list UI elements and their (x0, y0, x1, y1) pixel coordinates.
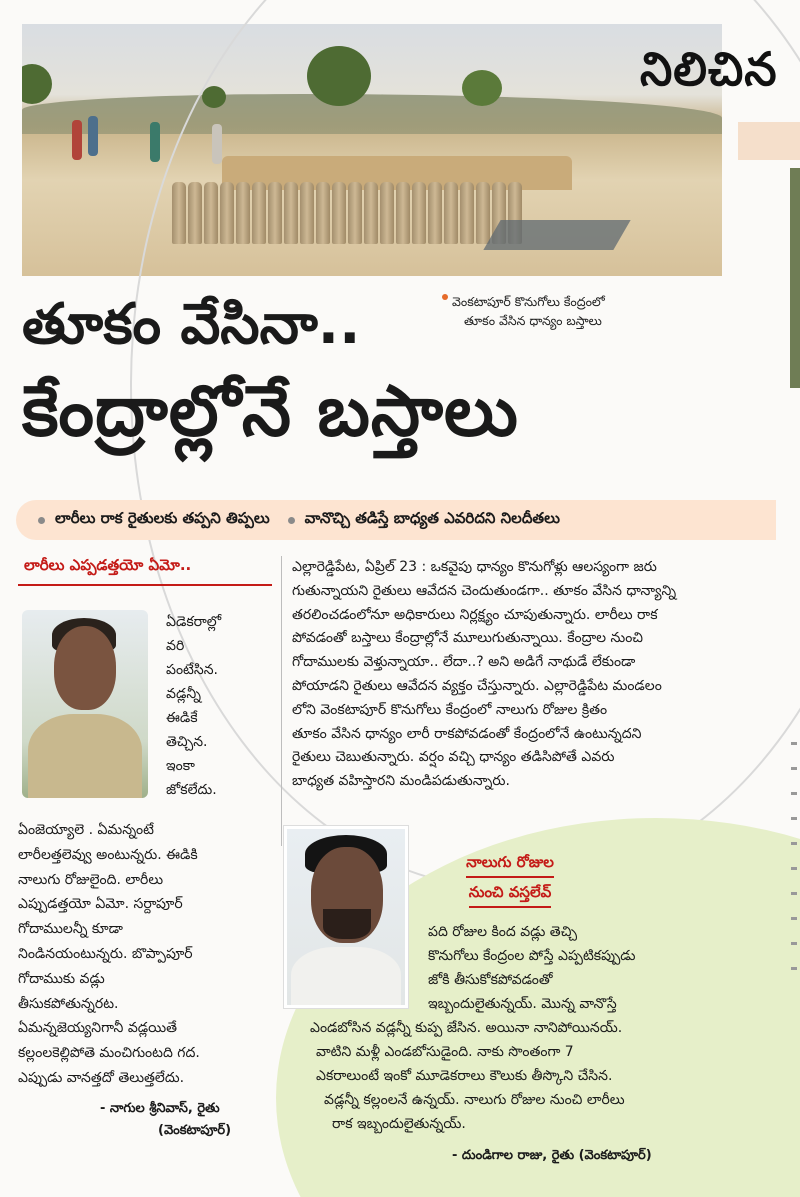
next-column-edge (788, 720, 800, 1100)
bag-row (172, 182, 522, 244)
headline-line-2: కేంద్రాల్లోనే బస్తాలు (22, 370, 519, 452)
headline-line-1: తూకం వేసినా.. (22, 292, 361, 357)
quote-signature: - నాగుల శ్రీనివాస్, రైతు (వెంకటాపూర్) (100, 1101, 232, 1138)
next-article-banner (738, 122, 800, 160)
person (212, 124, 222, 164)
next-article-headline: నిలిచిన (640, 42, 778, 96)
farmer-photo (22, 610, 148, 798)
tree (22, 64, 52, 104)
person (72, 120, 82, 160)
photo-caption: వెంకటాపూర్ కొనుగోలు కేంద్రంలో తూకం వేసిన ధాన్యం బస్తాలు (452, 292, 722, 330)
column-divider (281, 556, 282, 846)
quote-heading-2: నాలుగు రోజుల నుంచి వస్తలేవ్ (420, 848, 600, 908)
subheadline-bar (16, 500, 776, 540)
bullet-icon (288, 517, 295, 524)
subheadline-2: వానొచ్చి తడిస్తే బాధ్యత ఎవరిదని నిలదీతలు (304, 509, 560, 527)
tree (462, 70, 502, 106)
subheadline-1: లారీలు రాక రైతులకు తప్పని తిప్పలు (55, 509, 270, 527)
hills (22, 94, 722, 134)
tree (307, 46, 371, 106)
quote-text: ఏంజెయ్యాలె . ఏమన్నంటే లారీలత్తలెవ్వు అంటున్నరు. ఈడికి నాలుగు రోజులైంది. లారీలు ఎప్పుడత్తయో ఏమో. సర్దాపూర్ గోదాములన్నీ కూడా నిండినయంటున్నరు. బొప్పాపూర్ గోదాముకు వడ్లు తీసుకపోతున్నరట. ఏమన్నజెయ్యనిగానీ వడ్లయితే కల్లంలకెల్లిపోతె మంచిగుంటది గద. ఎప్పుడు వానత్తదో తెలుత్తలేదు. (18, 822, 200, 1086)
tarp (483, 220, 630, 250)
person (150, 122, 160, 162)
quote-heading: లారీలు ఎప్పడత్తయో ఏమో.. (18, 556, 272, 586)
farmer-quote-box (18, 556, 272, 586)
tree (202, 86, 226, 108)
article-body: ఎల్లారెడ్డిపేట, ఏప్రిల్ 23 : ఒకవైపు ధాన్యం కొనుగోళ్లు ఆలస్యంగా జరు గుతున్నాయని రైతులు ఆవేదన చెందుతుండగా.. తూకం వేసిన ధాన్యాన్ని తరలించడంలోనూ అధికారులు నిర్లక్ష్యం చూపుతున్నారు. లారీలు రాక పోవడంతో బస్తాలు కేంద్రాల్లోనే మూలుగుతున్నాయి. కేంద్రాల నుంచి గోదాములకు వెళ్తున్నాయా.. లేదా..? అని అడిగే నాథుడే లేకుండా పోయాడని రైతులు ఆవేదన వ్యక్తం చేస్తున్నారు. ఎల్లారెడ్డిపేట మండలం లోని వెంకటాపూర్ కొనుగోలు కేంద్రంలో నాలుగు రోజుల క్రితం తూకం వేసిన ధాన్యం లారీ రాకపోవడంతో కేంద్రంలోనే ఉంటున్నదని రైతులు చెబుతున్నారు. వర్షం వచ్చి ధాన్యం తడిసిపోతే ఎవరు బాధ్యత వహిస్తారని మండిపడుతున్నారు. (292, 559, 677, 790)
person (88, 116, 98, 156)
grain-bags-photo (22, 24, 722, 276)
quote-text-beside-photo: ఏడెకరాల్లో వరి పంటేసిన. వడ్లన్నీ ఈడికే తెచ్చిన. ఇంకా జోకలేదు. (166, 614, 222, 798)
next-article-photo (790, 168, 800, 388)
bullet-icon (38, 517, 45, 524)
quote-signature-2: - దుండిగాల రాజు, రైతు (వెంకటాపూర్) (452, 1148, 652, 1163)
quote-text-2: పది రోజుల కింద వడ్లు తెచ్చి కొనుగోలు కేంద్రంల పోస్తే ఎప్పటికప్పుడు జోకి తీసుకోకపోవడంతో ఇబ్బందులైతున్నయ్. మొన్న వానొస్తే ఎండబోసిన వడ్లన్నీ కుప్ప జేసిన. అయినా నానిపోయినయ్. వాటిని మళ్లీ ఎండబోసుడైంది. నాకు సొంతంగా 7 ఎకరాలుంటే ఇంకో మూడెకరాలు కౌలుకు తీస్కొని చేసిన. వడ్లన్నీ కల్లంలనే ఉన్నయ్. నాలుగు రోజుల నుంచి లారీలు రాక ఇబ్బందులైతున్నయ్. (310, 924, 636, 1132)
